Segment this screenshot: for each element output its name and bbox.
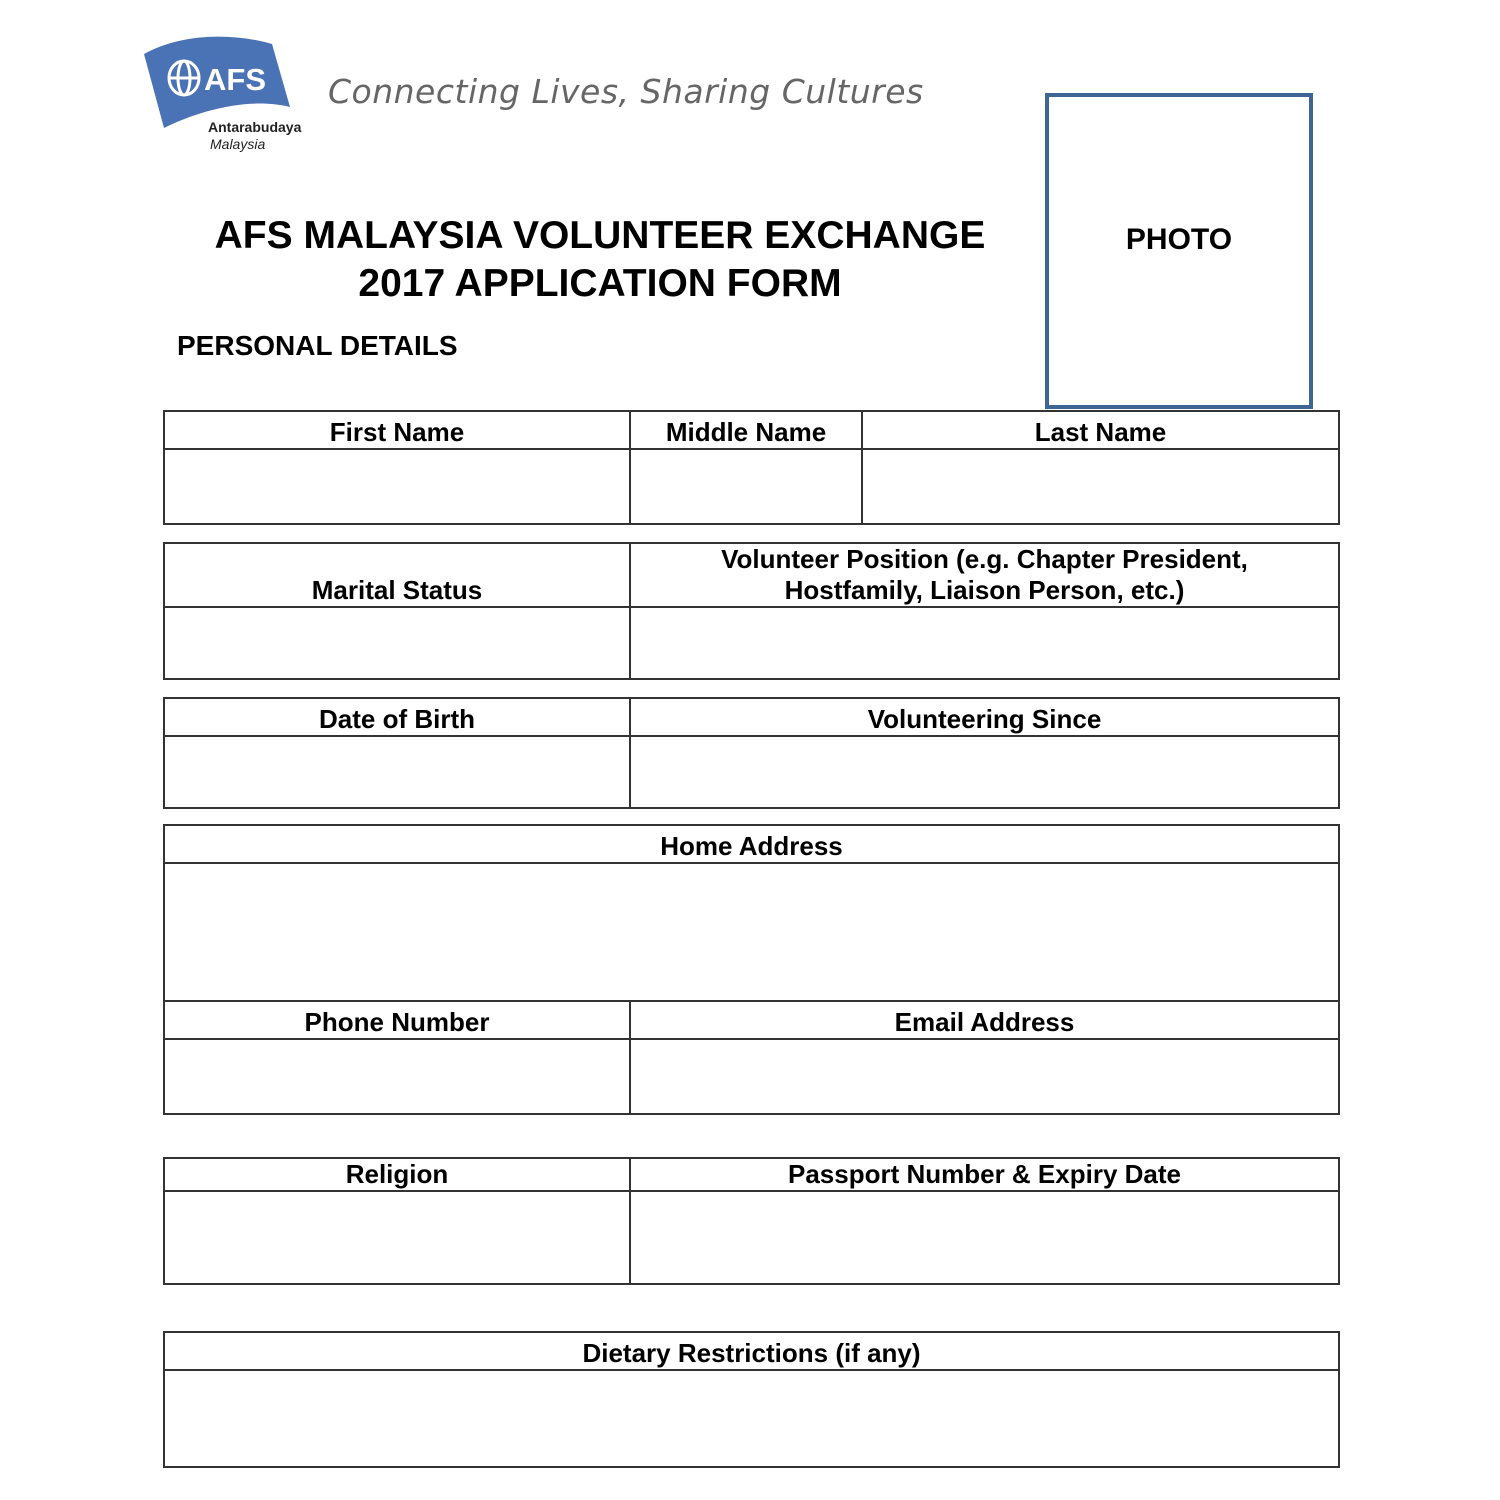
last-name-label: Last Name: [862, 411, 1339, 449]
photo-label: PHOTO: [1125, 223, 1233, 256]
logo-line1-text: Antarabudaya: [208, 119, 302, 135]
form-title-line2: 2017 APPLICATION FORM: [358, 262, 842, 305]
first-name-label: First Name: [164, 411, 630, 449]
email-address-label: Email Address: [630, 1001, 1339, 1039]
volunteering-since-field[interactable]: [630, 736, 1339, 808]
volunteer-position-label-line1: Volunteer Position (e.g. Chapter President,: [721, 544, 1248, 574]
dietary-label: Dietary Restrictions (if any): [164, 1332, 1339, 1370]
volunteer-position-label: [630, 543, 1339, 607]
home-address-field[interactable]: [164, 863, 1339, 1001]
name-table: [163, 410, 1340, 525]
phone-number-label: Phone Number: [164, 1001, 630, 1039]
dietary-table: [163, 1331, 1340, 1468]
marital-status-label: Marital Status: [164, 543, 630, 607]
email-address-field[interactable]: [630, 1039, 1339, 1114]
dietary-field[interactable]: [164, 1370, 1339, 1467]
phone-number-field[interactable]: [164, 1039, 630, 1114]
logo-brand-text: AFS: [204, 62, 266, 97]
volunteering-since-label: Volunteering Since: [630, 698, 1339, 736]
section-heading: PERSONAL DETAILS: [177, 330, 458, 361]
passport-field[interactable]: [630, 1191, 1339, 1284]
date-of-birth-field[interactable]: [164, 736, 630, 808]
last-name-field[interactable]: [862, 449, 1339, 524]
tagline: Connecting Lives, Sharing Cultures: [328, 72, 924, 111]
date-of-birth-label: Date of Birth: [164, 698, 630, 736]
volunteer-position-label-line2: Hostfamily, Liaison Person, etc.): [784, 575, 1185, 605]
first-name-field[interactable]: [164, 449, 630, 524]
logo-line2-text: Malaysia: [210, 136, 266, 152]
middle-name-label: Middle Name: [630, 411, 862, 449]
volunteer-position-field[interactable]: [630, 607, 1339, 679]
religion-field[interactable]: [164, 1191, 630, 1284]
status-table: [163, 542, 1340, 680]
home-address-label: Home Address: [164, 825, 1339, 863]
religion-table: [163, 1157, 1340, 1285]
contact-table: [163, 824, 1340, 1115]
religion-label: Religion: [164, 1158, 630, 1191]
photo-box[interactable]: [1045, 93, 1313, 409]
marital-status-field[interactable]: [164, 607, 630, 679]
dob-table: [163, 697, 1340, 809]
passport-label: Passport Number & Expiry Date: [630, 1158, 1339, 1191]
middle-name-field[interactable]: [630, 449, 862, 524]
form-title-line1: AFS MALAYSIA VOLUNTEER EXCHANGE: [214, 214, 986, 257]
afs-logo: [140, 32, 310, 157]
